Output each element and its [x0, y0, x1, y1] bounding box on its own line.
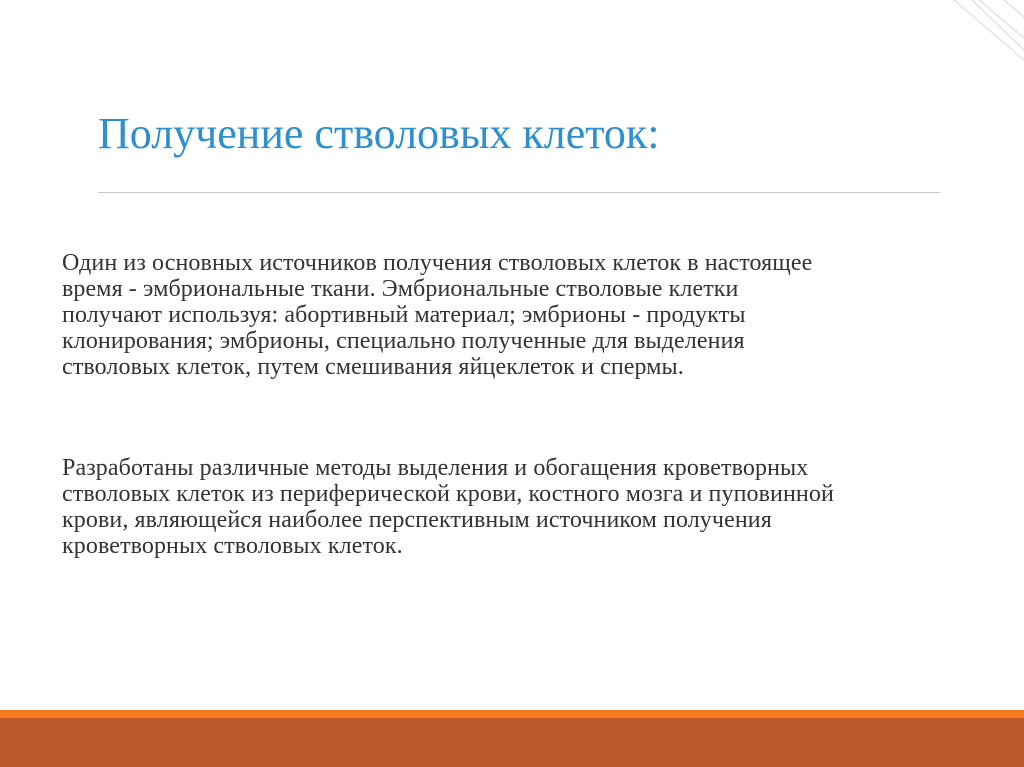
paragraph-line: клонирования; эмбрионы, специально полученные для выделения [62, 328, 745, 354]
footer-accent-stripe [0, 710, 1024, 718]
paragraph-line: крови, являющейся наиболее перспективным источником получения [62, 507, 772, 533]
paragraph-line: стволовых клеток, путем смешивания яйцеклеток и спермы. [62, 354, 684, 380]
corner-decoration [934, 0, 1024, 70]
paragraph-line: время - эмбриональные ткани. Эмбриональные стволовые клетки [62, 276, 739, 302]
paragraph-hematopoietic-methods [62, 455, 962, 559]
paragraph-line: Разработаны различные методы выделения и обогащения кроветворных [62, 455, 809, 481]
footer-bar [0, 718, 1024, 767]
paragraph-line: Один из основных источников получения стволовых клеток в настоящее [62, 250, 813, 276]
title-divider [98, 192, 940, 193]
paragraph-embryonic-sources [62, 250, 962, 380]
paragraph-line: получают используя: абортивный материал; эмбрионы - продукты [62, 302, 746, 328]
paragraph-line: кроветворных стволовых клеток. [62, 533, 403, 559]
slide-title: Получение стволовых клеток: [98, 109, 660, 158]
paragraph-line: стволовых клеток из периферической крови, костного мозга и пуповинной [62, 481, 834, 507]
